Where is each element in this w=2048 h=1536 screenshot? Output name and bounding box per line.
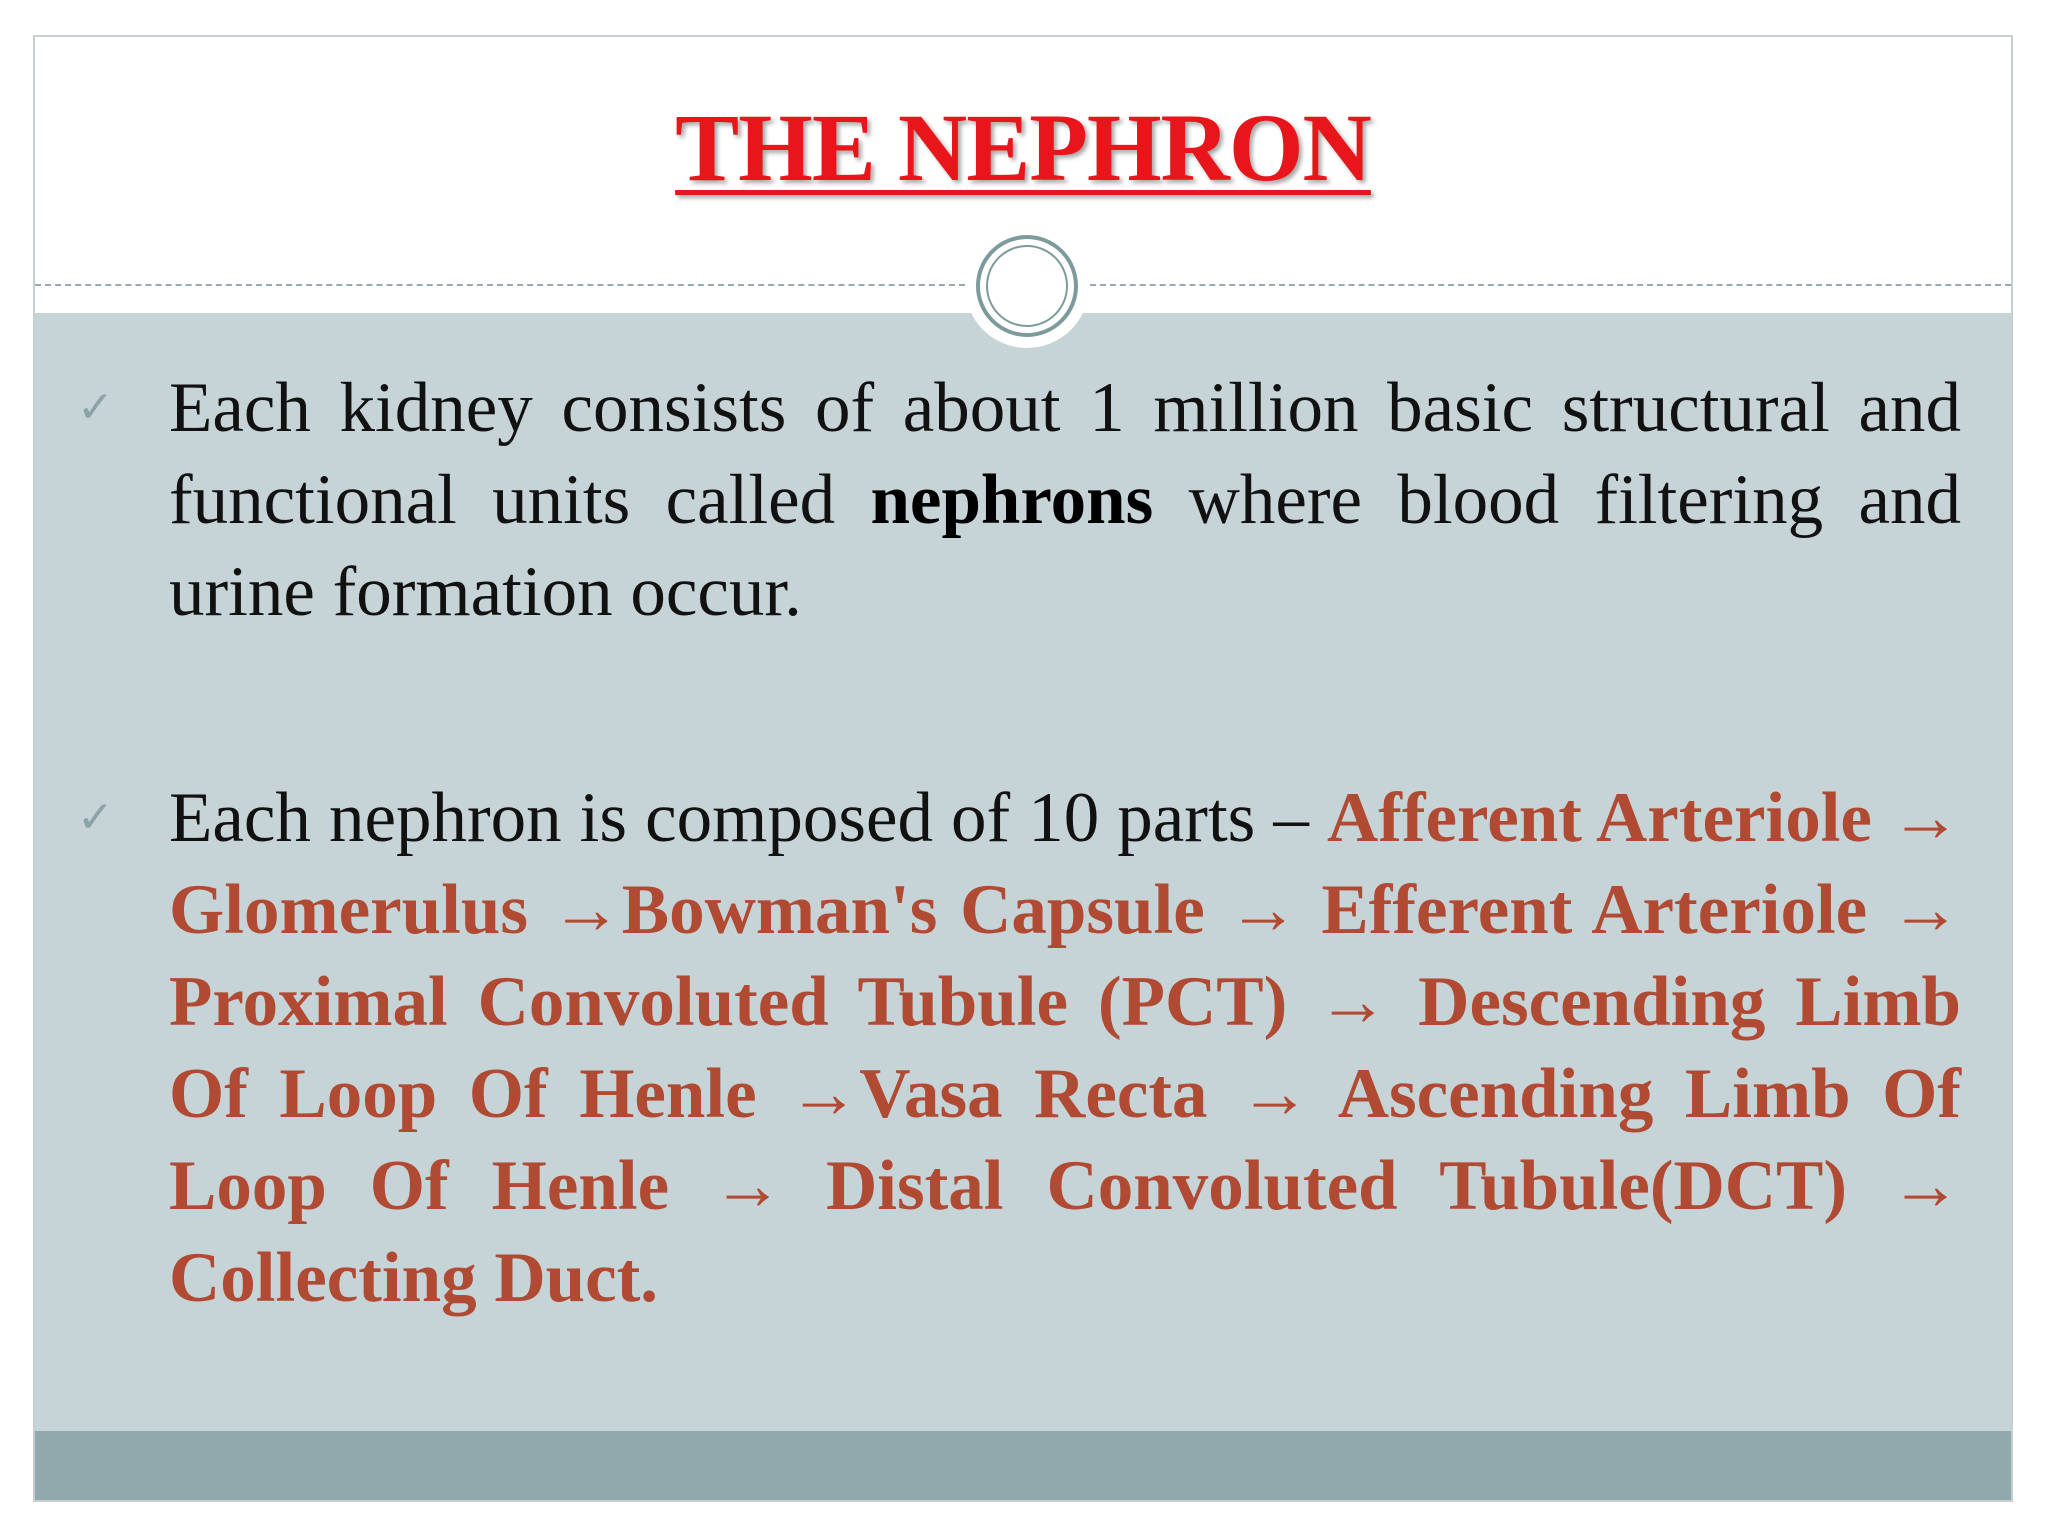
divider-right	[1090, 284, 2011, 286]
slide-title: THE NEPHRON	[675, 94, 1371, 201]
checkmark-icon: ✓	[77, 792, 114, 843]
circle-ornament-inner	[986, 245, 1068, 327]
divider-left	[35, 284, 965, 286]
footer-band	[35, 1431, 2011, 1502]
slide	[33, 35, 2013, 1502]
bullet-2-highlight: Afferent Arteriole → Glomerulus →Bowman's Capsule → Efferent Arteriole → Proximal Convoluted Tubule (PCT) → Descending Limb Of Loop Of Henle →Vasa Recta → Ascending Limb Of Loop Of Henle → Distal Convoluted Tubule(DCT) → Collecting Duct.	[169, 779, 1962, 1317]
bullet-2-text-before: Each nephron is composed of 10 parts –	[169, 779, 1327, 857]
bullet-1-text-after: where blood filtering and urine formation occur.	[169, 461, 1961, 631]
checkmark-icon: ✓	[77, 382, 114, 433]
bullet-1-bold-term: nephrons	[870, 461, 1154, 539]
bullet-text-1	[169, 362, 1961, 638]
bullet-item-2	[77, 772, 1961, 1324]
bullet-text-2	[169, 772, 1961, 1324]
bullet-item-1	[77, 362, 1961, 638]
bullet-1-text-before: Each kidney consists of about 1 million basic structural and functional units called	[169, 369, 1961, 539]
circle-ornament-icon	[976, 235, 1078, 337]
